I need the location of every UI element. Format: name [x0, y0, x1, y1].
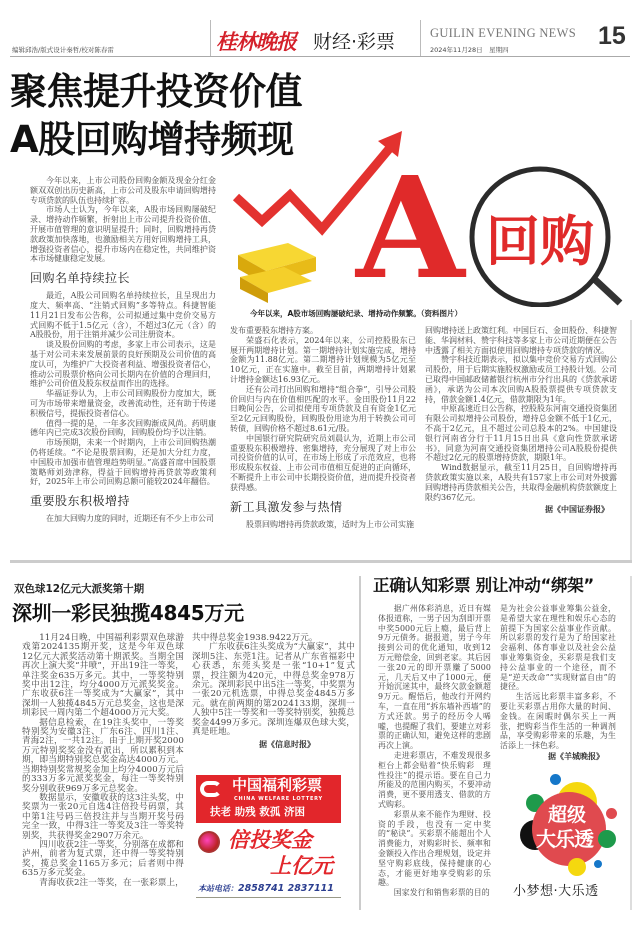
- logo-dot-blue: [550, 774, 561, 785]
- paragraph: 赞宇科技近期表示，拟以集中竞价交易方式回购公司股份，用于后期实施股权激励或员工持股计划。公司已取得中国邮政储蓄银行杭州市分行出具的《贷款承诺函》，承诺为公司本次回购A股股票提供专项贷款支持，借款金额1.4亿元，借款期限为1年。: [425, 355, 617, 404]
- page-number: 15: [598, 22, 626, 50]
- paragraph: 四川收获2注一等奖，分别落在成都和泸州，前者为复式票，还中得一等奖特别奖，揽总奖金1165万多元；后者则中得635万多元奖金。: [22, 839, 184, 879]
- paragraph: 股票回购增持再贷款政策，适时为上市公司实施: [246, 519, 414, 529]
- english-name: GUILIN EVENING NEWS: [430, 26, 576, 40]
- opinion-source: 据《羊城晚报》: [548, 751, 604, 761]
- article-source: 据《中国证券报》: [545, 505, 609, 515]
- article-column-2-cont: [230, 520, 416, 530]
- lottery-column-2: [192, 634, 355, 737]
- article-column-1: [30, 291, 216, 487]
- opinion-column-1: [378, 604, 491, 898]
- bottom-right-rule: [630, 576, 632, 910]
- lottery-column-1: [22, 634, 184, 888]
- logo-dot-blue2: [594, 860, 602, 868]
- kicker: 双色球12亿元大派奖第十期: [14, 583, 145, 595]
- page-header: [0, 0, 640, 58]
- ad-promo-line1: 倍投奖金: [228, 828, 312, 852]
- paragraph: 中原高速近日公告称，控股股东河南交通投资集团有限公司拟增持公司股份，增持总金额不低于1亿元，不高于2亿元，且不超过公司总股本的2%。中国建设银行河南省分行于11月15日出具《意向性贷款承诺书》，同意为河南交通投资集团增持公司A股股份提供不超过2亿元的股票增持贷款，期限1年。: [425, 404, 617, 463]
- issue-date: 2024年11月28日 星期四: [430, 46, 509, 54]
- article-photo: [228, 125, 630, 307]
- welfare-lottery-ad: [196, 775, 341, 900]
- welfare-lottery-logo-icon: [200, 781, 222, 797]
- bottom-vertical-divider: [359, 576, 361, 910]
- paragraph: 11月24日晚，中国福利彩票双色球游戏第2024135期开奖，这是今年双色球12亿元大派奖活动第十期派奖。当期全国再次上演大奖“井喷”，开出19注一等奖，单注奖金635万多元。其中，一等奖特别奖中出12注，均分4000万元派奖奖金。广东收获6注一等奖成为“大赢家”，其中深圳一人独揽4845万元总奖金，这也是深圳彩民一周内第二个超4000万元大奖。: [22, 633, 184, 719]
- top-right-rule: [630, 320, 632, 560]
- lottery-headline: 深圳一彩民独揽4845万元: [12, 601, 244, 625]
- paragraph: 彩票从来不能作为理财、投资的手段，也没有一定中奖的“秘诀”。买彩票不能超出个人消费能力，对购彩时长、频率和金额投入作出合理规划，设定并坚守购彩底线，保持健康的心态，才能更好地享受购彩的乐趣。: [378, 809, 491, 888]
- section-heading-new-tools: 新工具激发参与热情: [230, 499, 343, 514]
- paragraph: 青海收获2注一等奖，在一张彩票上，: [39, 877, 184, 888]
- top-column-2-flow: [230, 326, 416, 529]
- paragraph: 谈及股份回购的考虑，多家上市公司表示，这是基于对公司未来发展前景的良好预期及公司价值的高度认可，为维护广大投资者利益、增强投资者信心，推动公司股票价格向公司长期内在价值的合理回归，维护公司价值及股东权益而作出的选择。: [30, 340, 216, 389]
- credits: 编辑邱浩/版式设计秦哲/校对陈春雷: [12, 46, 114, 54]
- letter-a-graphic: A: [356, 147, 465, 307]
- header-divider-right: [420, 20, 421, 57]
- paragraph: 共中得总奖金1938.9422万元。: [192, 633, 318, 643]
- header-divider-left: [210, 20, 211, 57]
- logo-dot-yellow2: [568, 858, 586, 876]
- paragraph: 市场人士认为，今年以来，A股市场回购屡破纪录、增持动作频繁，折射出上市公司提升投资价值、开展市值管理的意识明显提升；同时，回购增持再贷款政策加快落地，也激励相关方用好回购增持工具，增强投资者信心，提升市场内在稳定性，共同维护资本市场健康稳定发展。: [30, 205, 216, 264]
- opinion-column-2: [500, 604, 616, 751]
- ad-phone: [198, 883, 334, 895]
- section-heading-shareholders: 重要股东积极增持: [30, 494, 131, 509]
- headline-line2: A股回购增持频现: [10, 118, 294, 161]
- paragraph: 荣盛石化表示，2024年以来，公司控股股东已展开两期增持计划。第一期增持计划实施完成，增持金额为11.88亿元。第二期增持计划规模为5亿元至10亿元，正在实施中。截至目前，两期增持计划累计增持金额达16.93亿元。: [230, 335, 416, 384]
- section-divider: [10, 560, 632, 563]
- paragraph: 据信息检索，在19注头奖中，一等奖特别奖为安徽3注、广东6注、四川1注、青海2注，一共12注。由于上期开奖2000万元特别奖奖金没有派出，所以累积到本期，即当期特别奖总奖金高达4000万元。当期特别奖常规奖金加上均分4000万元后的333万多元派奖奖金，每注一等奖特别奖分别收获969万多元总奖金。: [22, 717, 184, 794]
- article-column-3: [425, 326, 617, 502]
- logo-dot-green2: [598, 830, 616, 848]
- paragraph: 最近，A股公司回购名单持续拉长，且呈现出力度大、频率高、“注销式回购”多等特点。科捷智能11月21日发布公告称，公司拟通过集中竞价交易方式回购不低于1.5亿元（含），不超过3亿元（含）的A股股份，用于注销并减少公司注册资本。: [30, 291, 216, 340]
- ad-brand: 中国福利彩票: [232, 776, 323, 794]
- paragraph: 还有公司打出回购和增持“组合拳”，引导公司股价回归与内在价值相匹配的水平。金田股份11月22日晚间公告，公司拟使用专项贷款及自有资金1亿元至2亿元回购股份，回购股份用途为用于转换公司可转债，回购价格不超过8.61元/股。: [230, 384, 416, 433]
- top-column-3-flow: [425, 326, 617, 515]
- magnifier-text: 回购: [486, 210, 594, 273]
- article-intro: [30, 176, 216, 264]
- header-rule: [10, 56, 630, 57]
- ad-bottom-rule: [196, 897, 341, 898]
- paragraph: 走进彩票店，不难发现很多柜台上都会贴着“快乐购彩 理性投注”的提示语。要在自己力所能及的范围内购买，不要冲动消费，更不要用透支、借款的方式购彩。: [378, 750, 491, 809]
- paragraph: Wind数据显示，截至11月25日，自回购增持再贷款政策实施以来，A股共有157家上市公司对外披露回购增持再贷款相关公告，共取得金融机构贷款额度上限约367亿元。: [425, 463, 617, 502]
- lottery-ball-icon: [198, 831, 220, 853]
- logo-slogan: 小梦想·大乐透: [513, 884, 599, 899]
- masthead-logo: 桂林晚报: [216, 29, 296, 54]
- paragraph: 回购增持送上政策红利。中国巨石、金田股份、科捷智能、华润材料、赞宇科技等多家上市公司近期便在公告中透露了相关方面拟使用回购增持专项贷款的情况。: [425, 326, 617, 355]
- opinion-column-2-flow: [500, 604, 616, 762]
- paragraph: 数据显示，安徽收获的这3注头奖，中奖票为一张20元自选4注倍投号码票，其中第1注号码三倍投注并与当期开奖号码完全一致，中得3注一等奖及3注一等奖特别奖，共获得奖金2907万余元。: [22, 792, 184, 841]
- ad-slogan: 扶老 助残 救孤 济困: [210, 806, 305, 818]
- logo-dot-red: [606, 808, 617, 819]
- paragraph: 在加大回购力度的同时，近期还有不少上市公司: [46, 514, 214, 524]
- ad-promo-line2: 上亿元: [270, 854, 333, 878]
- lottery-column-2-flow: [192, 634, 355, 750]
- headline-line1: 聚焦提升投资价值: [10, 70, 302, 113]
- ad-phone-label: 本站电话：: [198, 884, 238, 893]
- top-column-1-flow: [30, 176, 216, 524]
- paragraph: 据广州体彩消息，近日有媒体报道称，一男子因为刮即开票中奖5000元后上瘾，最后背上9万元债务。据报道，男子今年接到公司的优化通知，收到12万元赔偿金，回到老家。其后因一张20元的即开票赚了5000元，几天后又中了1000元，便开始沉迷其中，最终欠款金额超9万元。醒悟后，他改行开网约车，一直在用“拆东墙补西墙”的方式还款。男子的经历令人唏嘘，也提醒了我们，要建立对彩票的正确认知，避免这样的悲剧再次上演。: [378, 604, 491, 751]
- paragraph: 广东收获6注头奖成为“大赢家”，其中深圳5注、东莞1注。记者从广东省福彩中心获悉，东莞头奖是一张“10+1”复式票，投注额为420元，中得总奖金978万余元。深圳彩民中出5注一等奖，中奖票为一张20元机选票，中得总奖金4845万多元。就在前两期的第2024133期，深圳一人独中5注一等奖和一等奖特别奖，独揽总奖金4499万多元。深圳连爆双色球大奖，真是旺地。: [192, 642, 355, 738]
- paragraph: 国家发行和销售彩票的目的: [393, 888, 490, 898]
- paragraph: 是为社会公益事业筹集公益金，是希望大家在理性和娱乐心态的前提下为国家公益事业作贡献。所以彩票的发行是为了给国家社会福利、体育事业以及社会公益事业筹集资金，买彩票是我们支持公益事业的一个途径，而不是“逆天改命”“实现财富自由”的捷径。: [500, 604, 616, 692]
- photo-caption: 今年以来，A股市场回购屡破纪录、增持动作频繁。（资料图片）: [250, 309, 463, 318]
- opinion-headline: 正确认知彩票 别让冲动“绑架”: [373, 576, 594, 595]
- paragraph: 中国银行研究院研究员刘晨认为，近期上市公司重要股东积极增持、密集增持，充分展现了对上市公司投资价值的认可，在市场上形成了示范效应，也将形成股东权益、上市公司市值相互促进的正向循环，不断提升上市公司中长期投资价值，进而提升投资者获得感。: [230, 433, 416, 492]
- paragraph: 今年以来，上市公司股份回购金额及现金分红金额双双创出历史新高，上市公司及股东申请回购增持专项贷款的队伍也持续扩容。: [30, 176, 216, 205]
- ad-phone-numbers: 2858741 2837111: [238, 883, 334, 894]
- paragraph: 华福证券认为，上市公司回购股份力度加大，既可为市场带来增量资金，改善流动性，还有助于传递积极信号，提振投资者信心。: [30, 389, 216, 418]
- lottery-source: 据《信息时报》: [259, 740, 315, 750]
- ad-brand-en: CHINA WELFARE LOTTERY: [234, 796, 323, 802]
- gold-bars-icon: [238, 243, 316, 303]
- paragraph: 生活远比彩票丰富多彩，不要让买彩票占用你大量的时间、金钱。在闲暇时偶尔买上一两张，把购彩当作生活的一种调剂品，享受购彩带来的乐趣，为生活添上一抹色彩。: [500, 692, 616, 751]
- super-lotto-logo: [512, 772, 622, 880]
- logo-text-line1: 超级: [548, 804, 587, 826]
- paragraph: 发布重要股东增持方案。: [230, 326, 318, 335]
- article-column-2: [230, 326, 416, 493]
- article-column-1-cont: [30, 514, 216, 524]
- paragraph: 值得一提的是，一年多次回购渐成风尚。药明康德年内已完成3次股份回购，回购股份均予以注销。: [30, 418, 216, 438]
- section-heading-buyback: 回购名单持续拉长: [30, 271, 131, 286]
- section-name: 财经·彩票: [313, 31, 396, 53]
- paragraph: 市场预期，未来一个时期内，上市公司回购热潮仍将延续。“不论是股票回购，还是加大分红力度，中国股市加强市值管理趋势明显。”高盛首席中国股票策略师刘劲津称，得益于回购增持再贷款等政策利好，2025年上市公司回购总额可能较2024年翻倍。: [30, 438, 216, 487]
- logo-text-line2: 大乐透: [536, 827, 593, 851]
